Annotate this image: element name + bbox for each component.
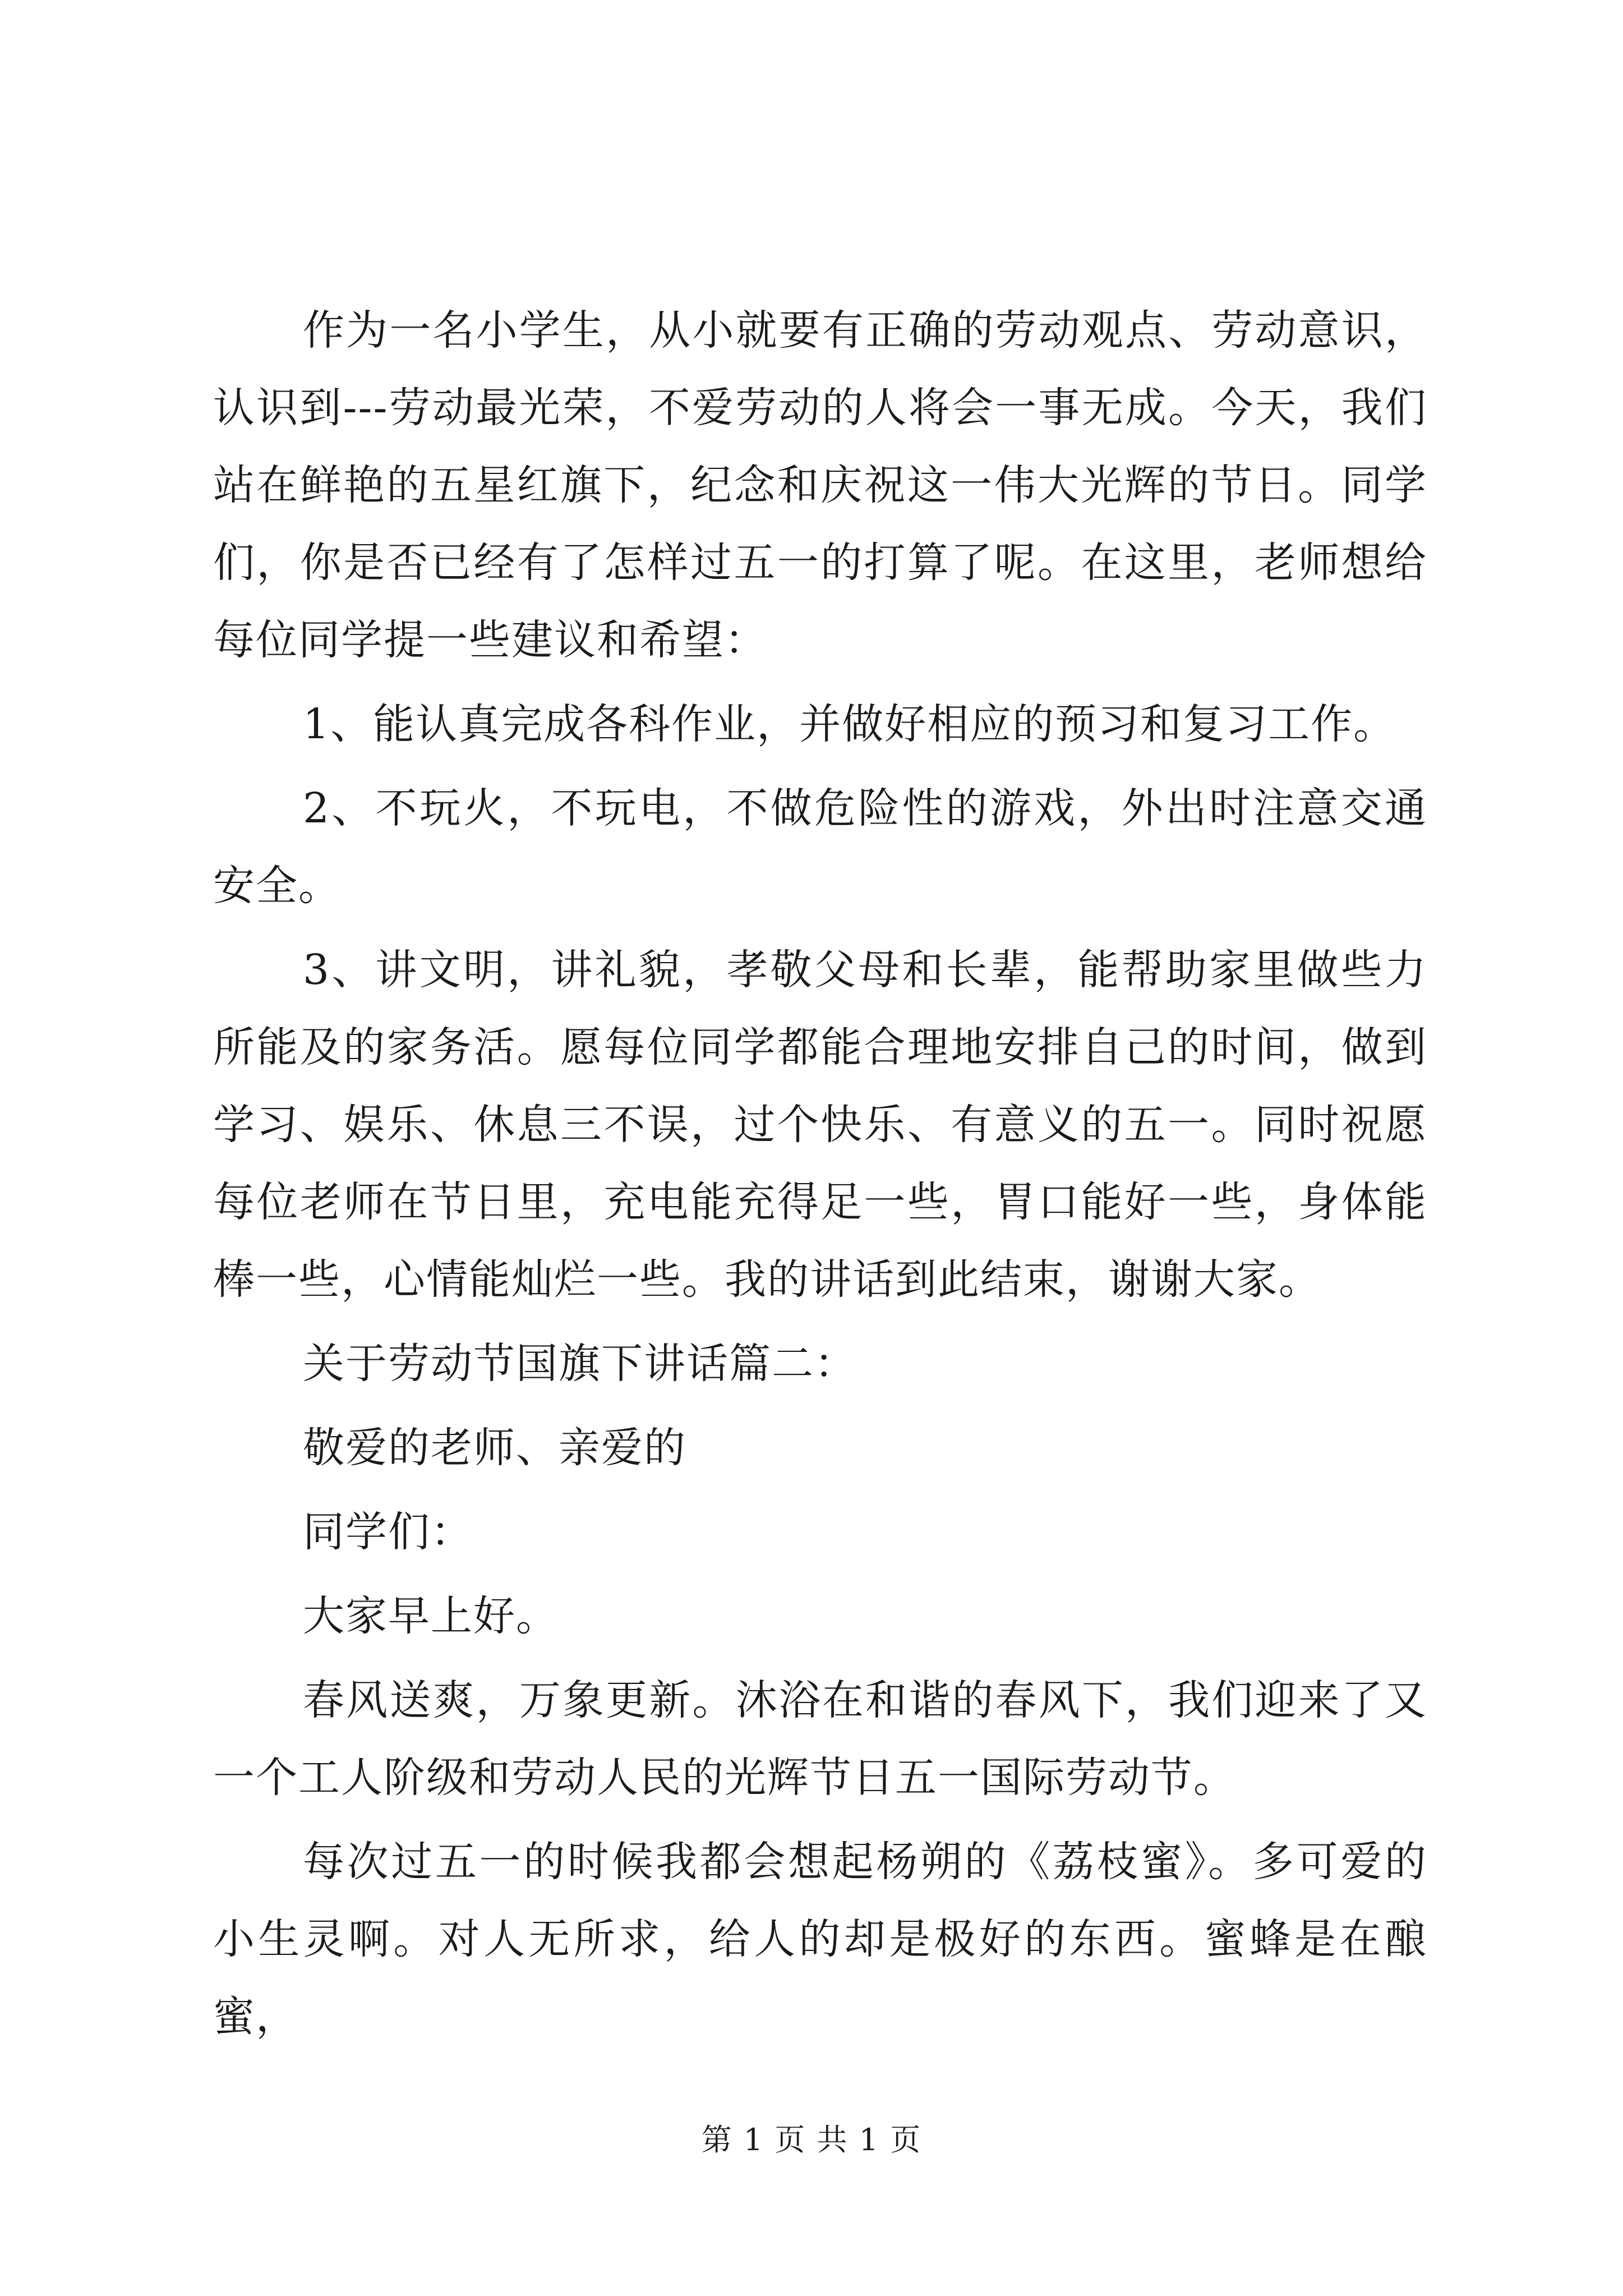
salutation-line-1: 敬爱的老师、亲爱的 <box>303 1424 686 1472</box>
paragraph-suggestion-3: 3、讲文明，讲礼貌，孝敬父母和长辈，能帮助家里做些力所能及的家务活。愿每位同学都能合理地安排自己的时间，做到学习、娱乐、休息三不误，过个快乐、有意义的五一。同时祝愿每位老师在节日里，充电能充得足一些，胃口能好一些，身体能棒一些，心情能灿烂一些。我的讲话到此结束，谢谢大家。 <box>213 946 1427 1304</box>
paragraph-spring: 春风送爽，万象更新。沐浴在和谐的春风下，我们迎来了又一个工人阶级和劳动人民的光辉节日五一国际劳动节。 <box>213 1676 1427 1802</box>
greeting: 大家早上好。 <box>303 1592 559 1640</box>
salutation-line-2: 同学们： <box>303 1508 473 1556</box>
document-body <box>213 292 1427 2055</box>
paragraph-intro: 作为一名小学生，从小就要有正确的劳动观点、劳动意识，认识到---劳动最光荣，不爱劳动的人将会一事无成。今天，我们站在鲜艳的五星红旗下，纪念和庆祝这一伟大光辉的节日。同学们，你是否已经有了怎样过五一的打算了呢。在这里，老师想给每位同学提一些建议和希望： <box>213 306 1427 664</box>
page-number-footer: 第 1 页 共 1 页 <box>701 2122 922 2157</box>
paragraph-suggestion-2: 2、不玩火，不玩电，不做危险性的游戏，外出时注意交通安全。 <box>213 784 1427 910</box>
paragraph-honey: 每次过五一的时候我都会想起杨朔的《荔枝蜜》。多可爱的小生灵啊。对人无所求，给人的却是极好的东西。蜜蜂是在酿蜜， <box>213 1838 1427 2041</box>
paragraph-suggestion-1: 1、能认真完成各科作业，并做好相应的预习和复习工作。 <box>303 700 1396 748</box>
section-heading: 关于劳动节国旗下讲话篇二： <box>303 1340 857 1388</box>
